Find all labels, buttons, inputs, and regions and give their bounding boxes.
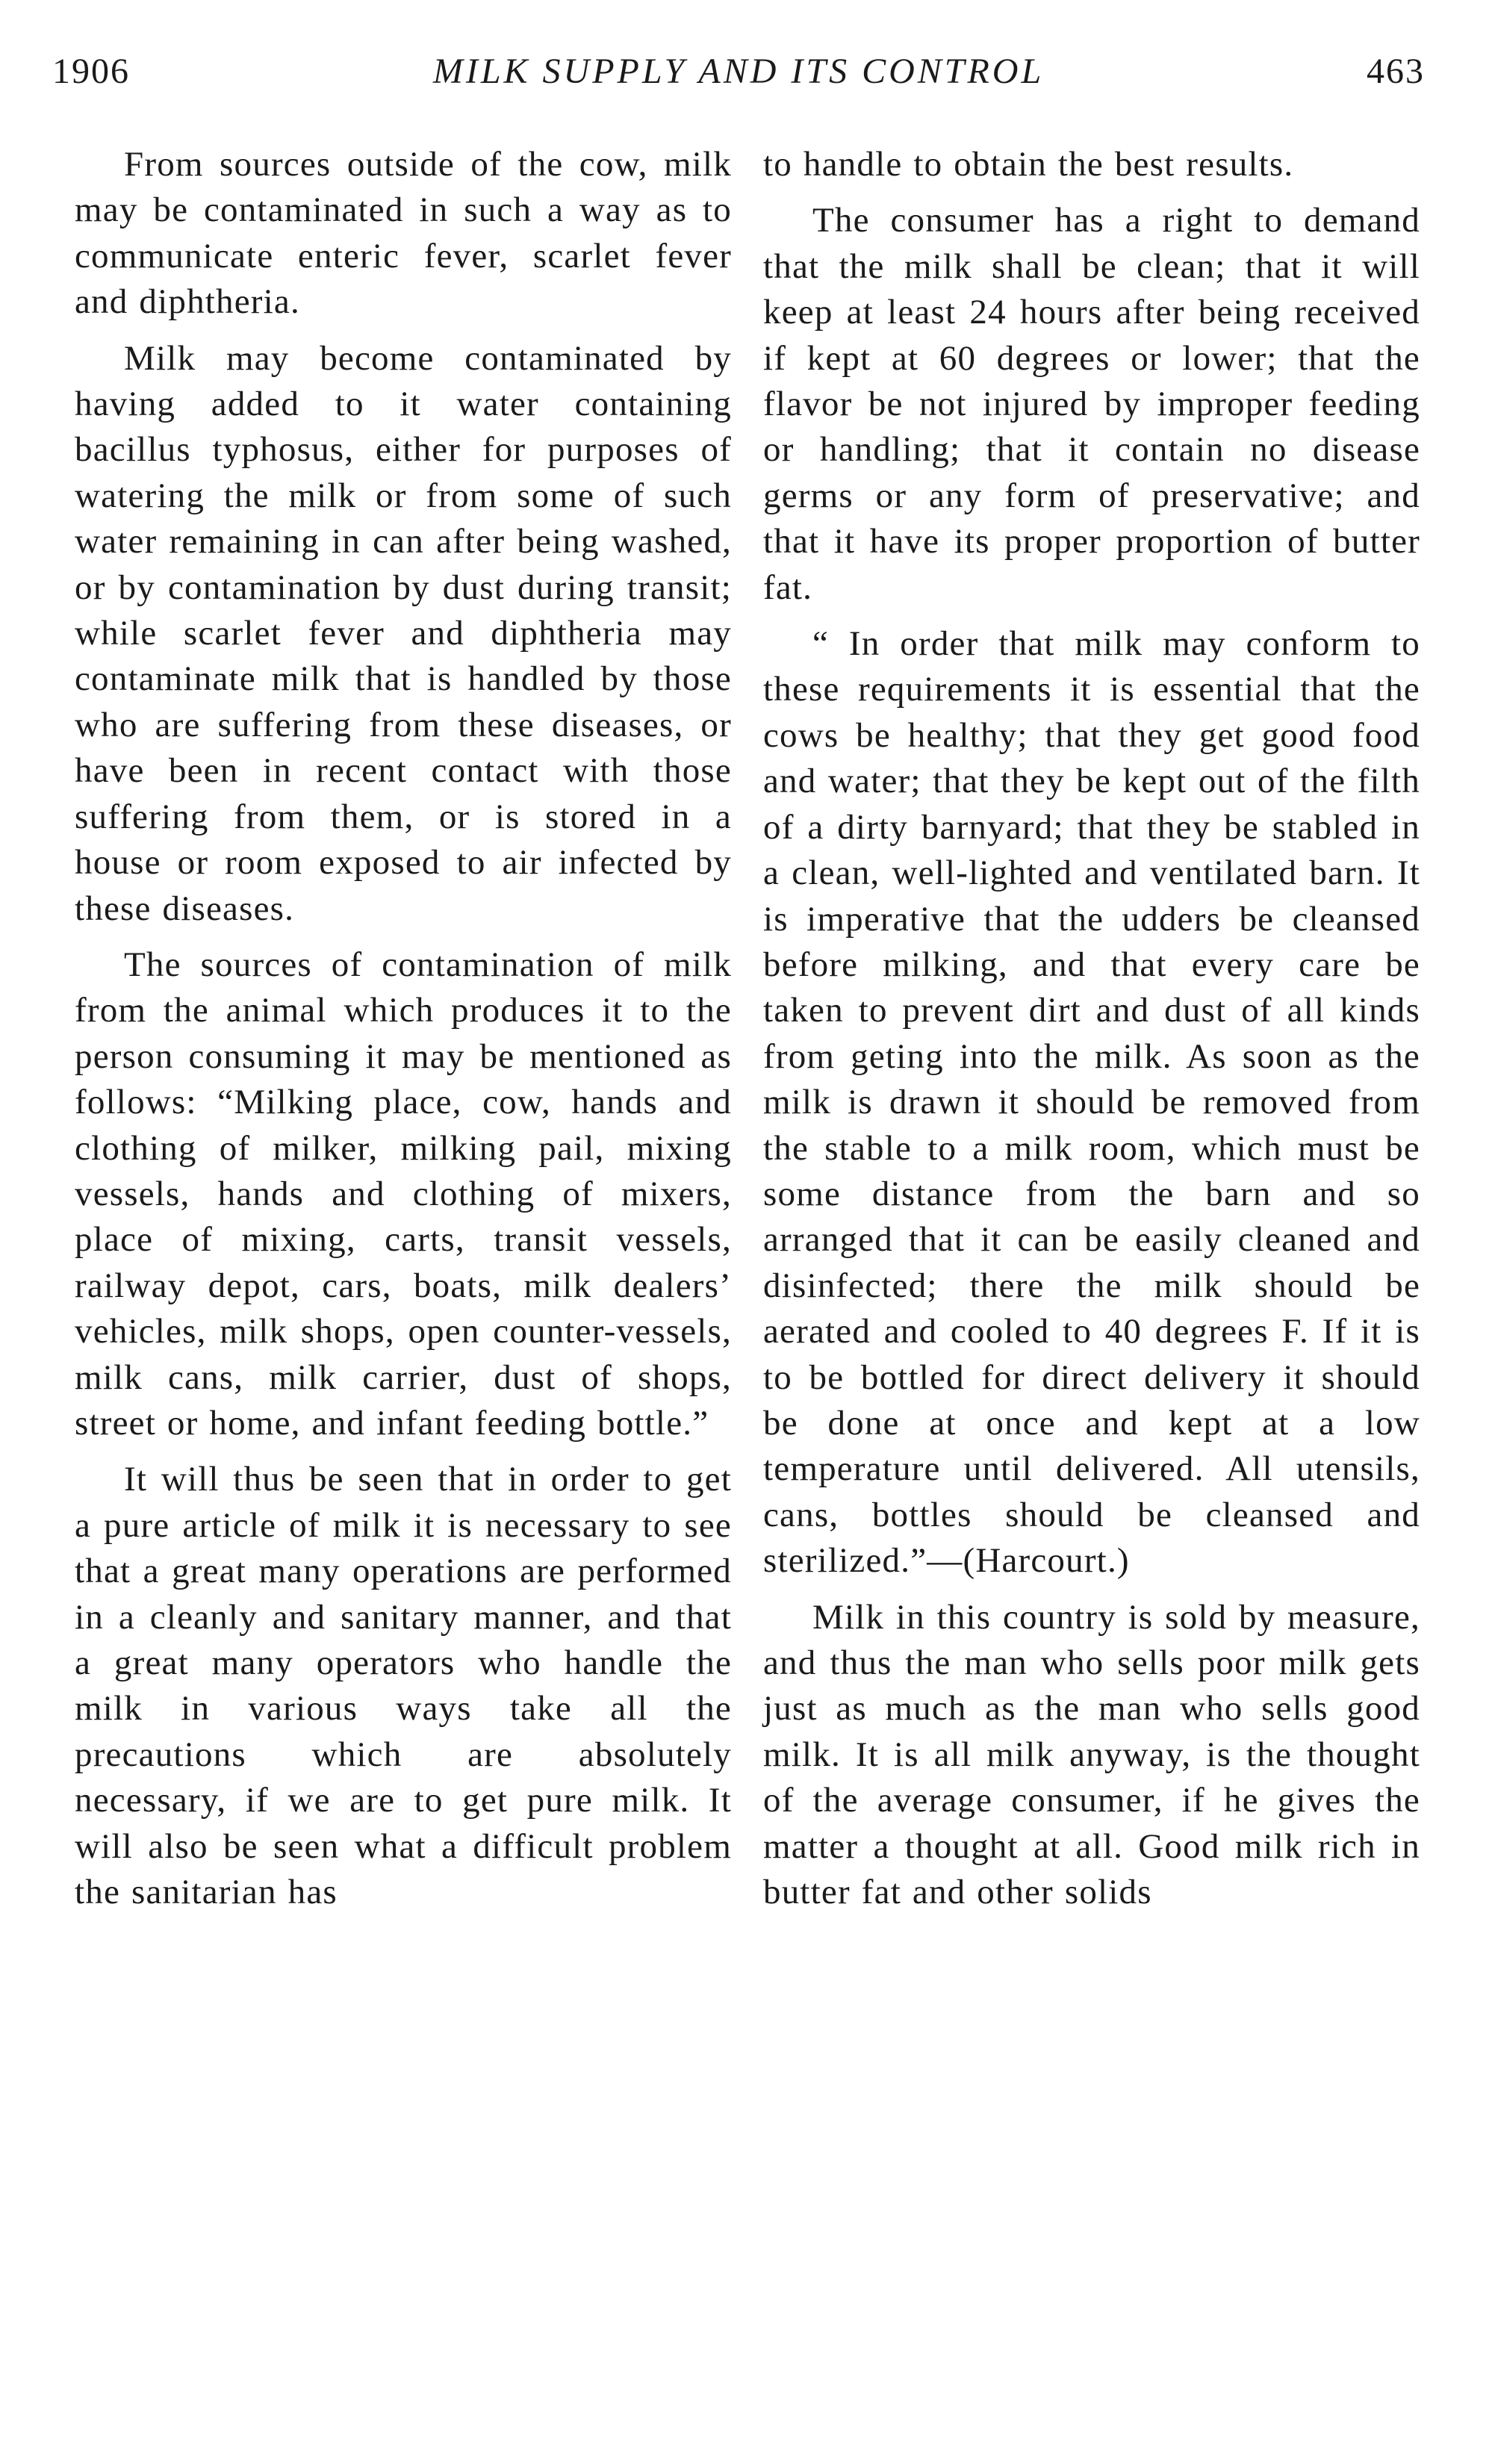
paragraph: The consumer has a right to demand that the milk shall be clean; that it will keep at least 24 hours after being received if kept at 60 degrees or lower; that the flavor be not injured by improper feeding or handling; that it contain no disease germs or any form of preservative; and that it have its proper proportion of butter fat. xyxy=(763,201,1420,607)
paragraph: It will thus be seen that in order to get a pure article of milk it is necessary to see that a great many operations are performed in a cleanly and sanitary manner, and that a great many operators who handle the milk in various ways take all the precautions which are absolutely necessary, if we are to get pure milk. It will also be seen what a difficult problem the sanitarian has xyxy=(75,1460,732,1912)
paragraph-continued: to handle to obtain the best results. xyxy=(763,145,1294,184)
right-column xyxy=(763,142,1420,1926)
page-number: 463 xyxy=(1367,52,1425,91)
paragraph: From sources outside of the cow, milk may be contaminated in such a way as to communicate enteric fever, scarlet fever and diphtheria. xyxy=(75,145,732,322)
left-column xyxy=(75,142,732,1926)
paragraph: Milk in this country is sold by measure, and thus the man who sells poor milk gets just as much as the man who sells good milk. It is all milk anyway, is the thought of the average consumer, if he gives the matter a thought at all. Good milk rich in butter fat and other solids xyxy=(763,1597,1420,1912)
running-header xyxy=(52,51,1425,111)
header-year: 1906 xyxy=(52,52,130,91)
paragraph: “ In order that milk may conform to these requirements it is essential that the cows be healthy; that they get good food and water; that they be kept out of the filth of a dirty barnyard; that they be stabled in a clean, well-lighted and ventilated barn. It is imperative that the udders be cleansed before milking, and that every care be taken to prevent dirt and dust of all kinds from geting into the milk. As soon as the milk is drawn it should be removed from the stable to a milk room, which must be some distance from the barn and so arranged that it can be easily cleaned and disinfected; there the milk should be aerated and cooled to 40 degrees F. If it is to be bottled for direct delivery it should be done at once and kept at a low temperature until delivered. All utensils, cans, bottles should be cleansed and sterilized.”—(Harcourt.) xyxy=(763,624,1420,1581)
header-title: MILK SUPPLY AND ITS CONTROL xyxy=(432,52,1045,91)
paragraph: Milk may become contaminated by having added to it water containing bacillus typhosus, either for purposes of watering the milk or from some of such water remaining in can after being washed, or by contamination by dust during transit; while scarlet fever and diphtheria may contaminate milk that is handled by those who are suffering from these diseases, or have been in recent contact with those suffering from them, or is stored in a house or room exposed to air infected by these diseases. xyxy=(75,338,732,928)
paragraph: The sources of contamination of milk from the animal which produces it to the person consuming it may be mentioned as follows: “Milking place, cow, hands and clothing of milker, milking pail, mixing vessels, hands and clothing of mixers, place of mixing, carts, transit vessels, railway depot, cars, boats, milk dealers’ vehicles, milk shops, open counter-vessels, milk cans, milk carrier, dust of shops, street or home, and infant feeding bottle.” xyxy=(75,945,732,1443)
